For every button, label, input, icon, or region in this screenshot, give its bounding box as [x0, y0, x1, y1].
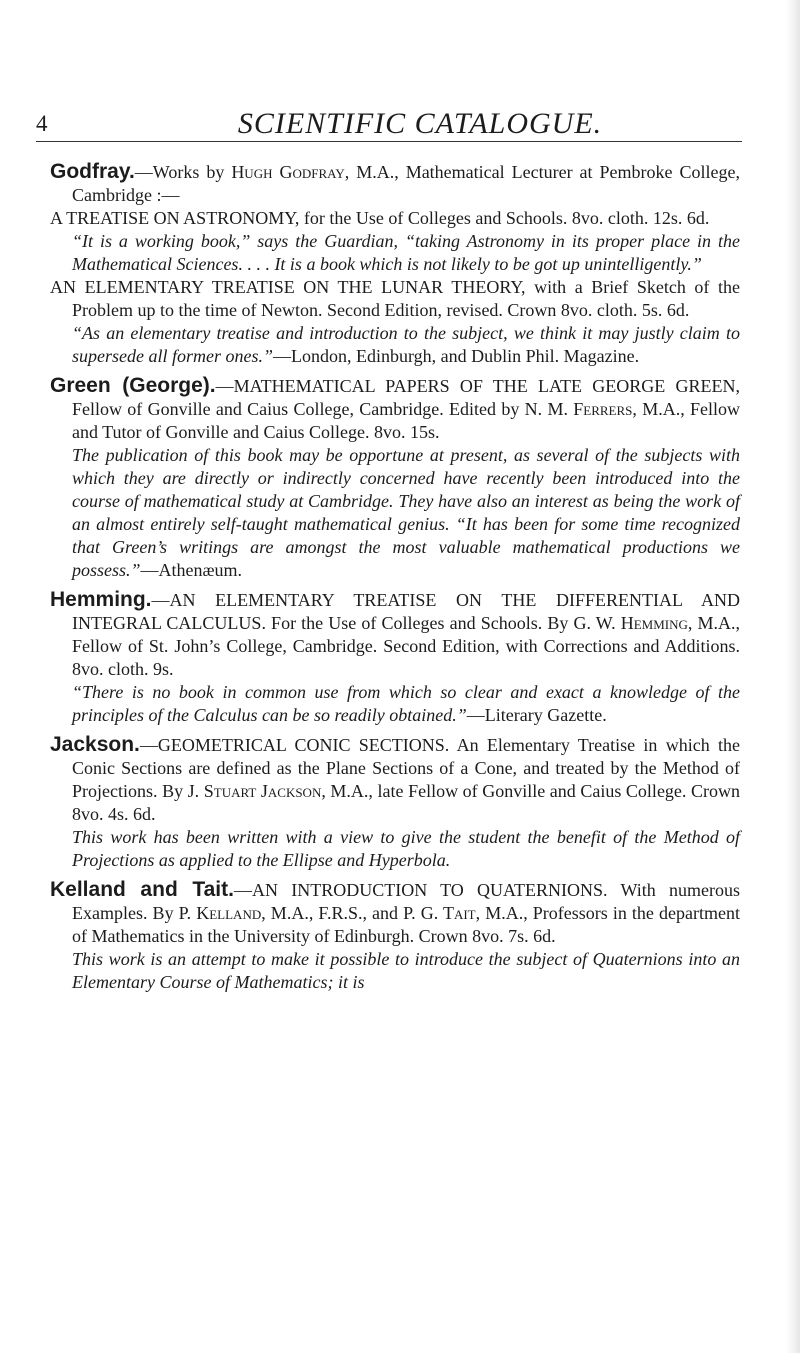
- entry-text: , M.A., Fellow of St. John’s College, Cambridge. Second Edition, with Corrections and Additions. 8vo. cloth. 9s.: [72, 613, 740, 679]
- entry-heading: [50, 374, 740, 444]
- author-name: Hemming.: [50, 588, 152, 611]
- entry-text: —Works by: [134, 162, 232, 182]
- header-rule: [36, 141, 742, 142]
- entry-heading: [50, 160, 740, 207]
- person-name: Hugh Godfray: [231, 162, 345, 182]
- entry-green: [50, 374, 740, 582]
- entry-text: , M.A., late Fellow of Gonville and Caius College. Crown 8vo. 4s. 6d.: [72, 781, 740, 824]
- review-quote: [72, 322, 740, 368]
- entry-godfray: [50, 160, 740, 368]
- page-edge-shadow: [786, 0, 800, 1353]
- entry-text: , M.A., Fellow and Tutor of Gonville and Caius College. 8vo. 15s.: [72, 399, 740, 442]
- review-text: This work has been written with a view to give the student the benefit of the Method of Projections as applied to the Ellipse and Hyperbola.: [72, 827, 740, 870]
- entry-text: —AN INTRODUCTION TO QUATERNIONS. With numerous Examples. By: [72, 880, 740, 923]
- author-name: Jackson.: [50, 733, 140, 756]
- entry-text: —MATHEMATICAL PAPERS OF THE LATE GEORGE GREEN, Fellow of Gonville and Caius College, Cambridge. Edited by: [72, 376, 740, 419]
- page-header: [36, 107, 742, 141]
- review-text: “There is no book in common use from which so clear and exact a knowledge of the principles of the Calculus can be so readily obtained.”: [72, 682, 740, 725]
- entry-text: , M.A., Mathematical Lecturer at Pembroke College, Cambridge :—: [72, 162, 740, 205]
- author-name: Godfray.: [50, 160, 135, 183]
- review-quote: [72, 230, 740, 276]
- author-name: Kelland and Tait.: [50, 878, 234, 901]
- entry-text: , M.A., F.R.S., and: [261, 903, 404, 923]
- entry-heading: [50, 733, 740, 826]
- entry-heading: [50, 878, 740, 948]
- review-text: The publication of this book may be opportune at present, as several of the subjects with which they are directly or indirectly concerned have recently been introduced into the course of mathematical study at Cambridge. They have also an interest as being the work of an almost entirely self-taught mathematical genius. “It has been for some time recognized that Green’s writings are amongst the most valuable mathematical productions we possess.”: [72, 445, 740, 580]
- entry-kelland-tait: [50, 878, 740, 994]
- page-number: 4: [36, 111, 48, 136]
- entry-hemming: [50, 588, 740, 727]
- person-name: P. Kelland: [178, 903, 262, 923]
- person-name: J. Stuart Jackson: [187, 781, 322, 801]
- review-source: —Athenæum.: [140, 560, 243, 580]
- review-quote: [72, 826, 740, 872]
- review-quote: [72, 681, 740, 727]
- entry-jackson: [50, 733, 740, 872]
- person-name: P. G. Tait: [403, 903, 476, 923]
- review-source: —Literary Gazette.: [466, 705, 607, 725]
- review-text: “As an elementary treatise and introduction to the subject, we think it may justly claim to supersede all former ones.”: [72, 323, 740, 366]
- review-quote: [72, 444, 740, 582]
- author-name: Green (George).: [50, 374, 216, 397]
- entry-text: —AN ELEMENTARY TREATISE ON THE DIFFERENTIAL AND INTEGRAL CALCULUS. For the Use of Colleges and Schools. By: [72, 590, 740, 633]
- person-name: N. M. Ferrers: [524, 399, 633, 419]
- review-source: —London, Edinburgh, and Dublin Phil. Magazine.: [273, 346, 640, 366]
- review-text: “It is a working book,” says the Guardian, “taking Astronomy in its proper place in the Mathematical Sciences. . . . It is a book which is not likely to be got up unintelligently.”: [72, 231, 740, 274]
- entry-text: , M.A., Professors in the department of Mathematics in the University of Edinburgh. Crown 8vo. 7s. 6d.: [72, 903, 740, 946]
- book-title: AN ELEMENTARY TREATISE ON THE LUNAR THEORY, with a Brief Sketch of the Problem up to the time of Newton. Second Edition, revised. Crown 8vo. cloth. 5s. 6d.: [50, 277, 740, 320]
- review-quote: [72, 948, 740, 994]
- running-title: SCIENTIFIC CATALOGUE.: [237, 107, 603, 140]
- book-title: A TREATISE ON ASTRONOMY, for the Use of Colleges and Schools. 8vo. cloth. 12s. 6d.: [50, 208, 710, 228]
- person-name: G. W. Hemming: [573, 613, 688, 633]
- entry-heading: [50, 588, 740, 681]
- catalogue-body: [50, 160, 740, 1000]
- entry-text: —GEOMETRICAL CONIC SECTIONS. An Elementary Treatise in which the Conic Sections are defined as the Plane Sections of a Cone, and treated by the Method of Projections. By: [72, 735, 740, 801]
- review-text: This work is an attempt to make it possible to introduce the subject of Quaternions into an Elementary Course of Mathematics; it is: [72, 949, 740, 992]
